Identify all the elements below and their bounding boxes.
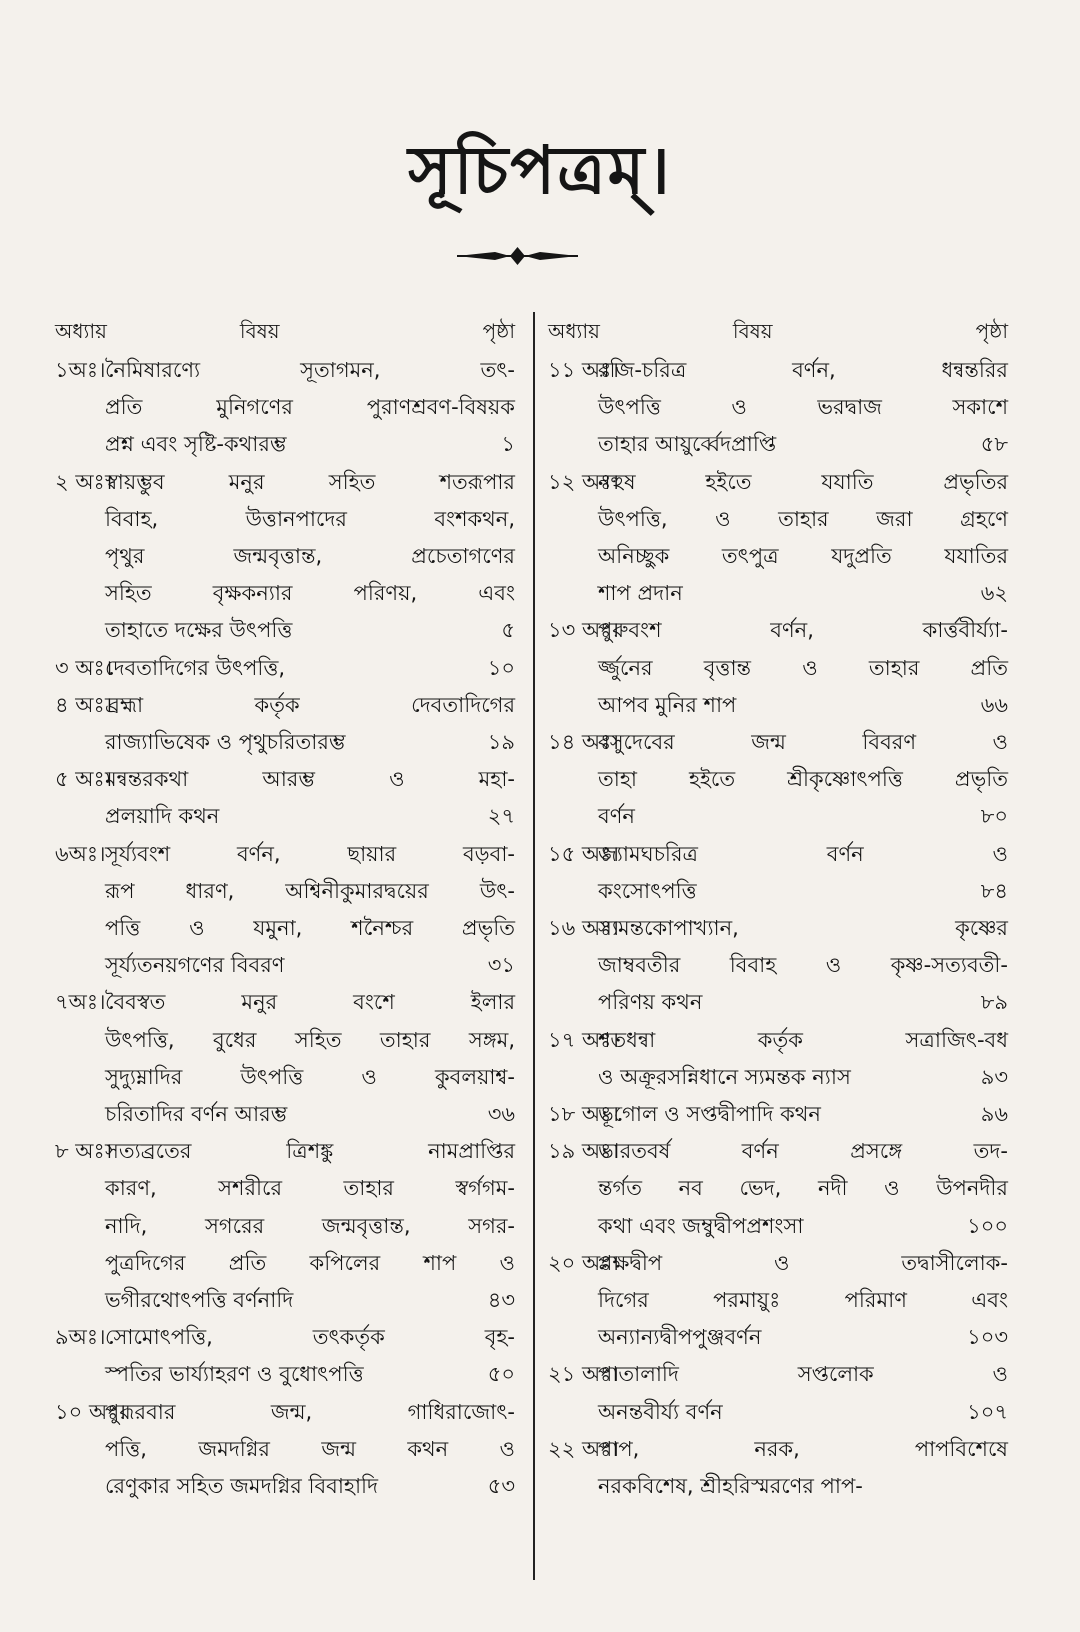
entry-description: ন্তর্গত নব ভেদ, নদী ও উপনদীর xyxy=(598,1176,1008,1201)
entry-description: সত্যব্রতের ত্রিশঙ্কু নামপ্রাপ্তির xyxy=(105,1139,515,1164)
entry-description: সোমোৎপত্তি, তৎকর্তৃক বৃহ- xyxy=(105,1325,515,1350)
contents-column-right xyxy=(548,314,1008,1505)
toc-entry xyxy=(548,836,1008,910)
entry-description: পুরূরবার জন্ম, গাধিরাজোৎ- xyxy=(105,1399,515,1424)
entry-list-right xyxy=(548,352,1008,1505)
toc-entry xyxy=(55,836,515,985)
page-number: ৮০ xyxy=(980,804,1008,829)
entry-description: অনিচ্ছুক তৎপুত্র যদুপ্রতি যযাতির xyxy=(598,544,1008,569)
chapter-number: ১৮ অঃ। xyxy=(548,1102,619,1127)
page-number: ৫ xyxy=(501,618,515,643)
page-number: ৬২ xyxy=(980,581,1008,606)
entry-description: প্রশ্ন এবং সৃষ্টি-কথারম্ভ xyxy=(105,432,287,457)
chapter-number: ২১ অঃ। xyxy=(548,1362,619,1387)
chapter-number: ১২ অঃ। xyxy=(548,469,619,494)
chapter-number: ১৪ অঃ। xyxy=(548,730,619,755)
chapter-number: ২২ অঃ। xyxy=(548,1436,619,1461)
entry-description: তাহার আয়ুর্ব্বেদপ্রাপ্তি xyxy=(598,432,777,457)
toc-entry xyxy=(548,352,1008,464)
entry-description: ভূগোল ও সপ্তদ্বীপাদি কথন xyxy=(598,1102,821,1127)
entry-description: পাপ, নরক, পাপবিশেষে xyxy=(598,1436,1008,1461)
toc-entry xyxy=(548,910,1008,1022)
page-title: সূচিপত্রম্। xyxy=(408,132,672,209)
entry-description: নহুষ হইতে যযাতি প্রভৃতির xyxy=(598,469,1008,494)
entry-description: রেণুকার সহিত জমদগ্নির বিবাহাদি xyxy=(105,1474,379,1499)
chapter-number: ১অঃ। xyxy=(55,358,106,382)
entry-description: কারণ, সশরীরে তাহার স্বর্গগম- xyxy=(105,1176,515,1201)
chapter-number: ১৭ অঃ। xyxy=(548,1027,619,1052)
entry-description: সূর্য্যতনয়গণের বিবরণ xyxy=(105,953,285,978)
entry-description: জ্যামঘচরিত্র বর্ণন ও xyxy=(598,841,1008,866)
entry-description: দিগের পরমায়ুঃ পরিমাণ এবং xyxy=(598,1288,1008,1313)
entry-description: স্যমন্তকোপাখ্যান, কৃষ্ণের xyxy=(598,916,1008,941)
page-number: ১০০ xyxy=(967,1213,1008,1238)
entry-description: পত্তি ও যমুনা, শনৈশ্চর প্রভৃতি xyxy=(105,916,515,941)
entry-description: মন্বন্তরকথা আরম্ভ ও মহা- xyxy=(105,767,515,792)
entry-description: কথা এবং জম্বুদ্বীপপ্রশংসা xyxy=(598,1213,804,1238)
chapter-number: ৮ অঃ। xyxy=(55,1139,113,1164)
entry-description: উৎপত্তি ও ভরদ্বাজ সকাশে xyxy=(598,395,1008,420)
entry-description: সূর্য্যবংশ বর্ণন, ছায়ার বড়বা- xyxy=(105,841,515,866)
entry-description: প্রলয়াদি কথন xyxy=(105,804,220,829)
column-header-right xyxy=(548,314,1008,352)
toc-entry xyxy=(548,1096,1008,1133)
entry-description: বসুদেবের জন্ম বিবরণ ও xyxy=(598,730,1008,755)
page-number: ৫৩ xyxy=(487,1474,515,1499)
entry-description: পুত্রদিগের প্রতি কপিলের শাপ ও xyxy=(105,1250,515,1275)
header-subject: বিষয় xyxy=(239,318,280,343)
toc-entry xyxy=(55,1394,515,1506)
toc-entry xyxy=(548,1022,1008,1096)
page-number: ৬৬ xyxy=(980,692,1008,717)
toc-entry xyxy=(55,761,515,835)
chapter-number: ৪ অঃ। xyxy=(55,692,113,717)
toc-entry xyxy=(55,1319,515,1393)
entry-description: তাহা হইতে শ্রীকৃষ্ণোৎপত্তি প্রভৃতি xyxy=(598,767,1008,792)
chapter-number: ১১ অঃ। xyxy=(548,358,619,382)
entry-description: অন্যান্যদ্বীপপুঞ্জবর্ণন xyxy=(598,1325,762,1350)
entry-description: জাম্ববতীর বিবাহ ও কৃষ্ণ-সত্যবতী- xyxy=(598,953,1008,978)
page-number: ১০৭ xyxy=(967,1399,1008,1424)
entry-description: র্জ্জুনের বৃত্তান্ত ও তাহার প্রতি xyxy=(598,655,1008,680)
entry-description: বর্ণন xyxy=(598,804,635,829)
ornament-divider xyxy=(455,245,580,267)
entry-description: পৃথুর জন্মবৃত্তান্ত, প্রচেতাগণের xyxy=(105,544,515,569)
toc-entry xyxy=(55,464,515,650)
entry-description: শতধন্বা কর্তৃক সত্রাজিৎ-বধ xyxy=(598,1027,1008,1052)
entry-description: বিবাহ, উত্তানপাদের বংশকথন, xyxy=(105,506,515,531)
page-number: ৫৮ xyxy=(980,432,1008,457)
entry-description: নৈমিষারণ্যে সূতাগমন, তৎ- xyxy=(105,358,515,382)
toc-entry xyxy=(55,352,515,464)
entry-description: পরিণয় কথন xyxy=(598,990,703,1015)
entry-description: রাজ্যাভিষেক ও পৃথুচরিতারম্ভ xyxy=(105,730,346,755)
entry-description: প্লক্ষদ্বীপ ও তদ্বাসীলোক- xyxy=(598,1250,1008,1275)
entry-list-left xyxy=(55,352,515,1505)
header-chapter: অধ্যায় xyxy=(548,318,600,343)
page-number: ৪৩ xyxy=(487,1288,515,1313)
page-number: ৮৪ xyxy=(980,878,1008,903)
page-number: ১৯ xyxy=(487,730,515,755)
page-number: ৯৩ xyxy=(980,1064,1008,1089)
entry-description: প্রতি মুনিগণের পুরাণশ্রবণ-বিষয়ক xyxy=(105,395,515,420)
chapter-number: ১৬ অঃ। xyxy=(548,916,619,941)
entry-description: উৎপত্তি, ও তাহার জরা গ্রহণে xyxy=(598,506,1008,531)
toc-entry xyxy=(548,1431,1008,1505)
entry-description: উৎপত্তি, বুধের সহিত তাহার সঙ্গম, xyxy=(105,1027,515,1052)
header-subject: বিষয় xyxy=(732,318,773,343)
entry-description: ভারতবর্ষ বর্ণন প্রসঙ্গে তদ- xyxy=(598,1139,1008,1164)
page-number: ৮৯ xyxy=(980,990,1008,1015)
entry-description: ব্রহ্মা কর্তৃক দেবতাদিগের xyxy=(105,692,515,717)
entry-description: দেবতাদিগের উৎপত্তি, xyxy=(105,655,286,680)
contents-column-left xyxy=(55,314,515,1505)
entry-description: রজি-চরিত্র বর্ণন, ধন্বন্তরির xyxy=(598,358,1008,382)
chapter-number: ১৯ অঃ। xyxy=(548,1139,619,1164)
page-number: ১০ xyxy=(487,655,515,680)
page-number: ১০৩ xyxy=(967,1325,1008,1350)
chapter-number: ১৩ অঃ। xyxy=(548,618,619,643)
toc-entry xyxy=(548,1133,1008,1245)
entry-description: শাপ প্রদান xyxy=(598,581,683,606)
page-number: ১ xyxy=(501,432,515,457)
page-number: ৯৬ xyxy=(980,1102,1008,1127)
page-number: ৩৬ xyxy=(487,1102,515,1127)
toc-entry xyxy=(548,612,1008,724)
entry-description: তাহাতে দক্ষের উৎপত্তি xyxy=(105,618,293,643)
entry-description: ভগীরথোৎপত্তি বর্ণনাদি xyxy=(105,1288,294,1313)
entry-description: সহিত বৃক্ষকন্যার পরিণয়, এবং xyxy=(105,581,515,606)
chapter-number: ৫ অঃ। xyxy=(55,767,113,792)
toc-entry xyxy=(548,1245,1008,1357)
header-chapter: অধ্যায় xyxy=(55,318,107,343)
entry-description: অনন্তবীর্য্য বর্ণন xyxy=(598,1399,723,1424)
entry-description: স্বায়ম্ভুব মনুর সহিত শতরূপার xyxy=(105,469,515,494)
toc-entry xyxy=(55,984,515,1133)
page-number: ৩১ xyxy=(487,953,515,978)
toc-entry xyxy=(548,464,1008,613)
entry-description: আপব মুনির শাপ xyxy=(598,692,737,717)
chapter-number: ৭অঃ। xyxy=(55,990,106,1015)
entry-description: চরিতাদির বর্ণন আরম্ভ xyxy=(105,1102,288,1127)
column-divider xyxy=(533,312,535,1580)
entry-description: সুদ্যুম্নাদির উৎপত্তি ও কুবলয়াশ্ব- xyxy=(105,1064,515,1089)
entry-description: ও অক্রূরসন্নিধানে স্যমন্তক ন্যাস xyxy=(598,1064,851,1089)
entry-description: রূপ ধারণ, অশ্বিনীকুমারদ্বয়ের উৎ- xyxy=(105,878,515,903)
entry-description: বৈবস্বত মনুর বংশে ইলার xyxy=(105,990,515,1015)
chapter-number: ১০ অঃ। xyxy=(55,1399,126,1424)
entry-description: স্পতির ভার্য্যাহরণ ও বুধোৎপত্তি xyxy=(105,1362,364,1387)
chapter-number: ২ অঃ। xyxy=(55,469,113,494)
toc-entry xyxy=(548,1356,1008,1430)
chapter-number: ২০ অঃ। xyxy=(548,1250,619,1275)
toc-entry xyxy=(548,724,1008,836)
entry-description: পুরুবংশ বর্ণন, কার্ত্তবীর্য্যা- xyxy=(598,618,1008,643)
entry-description: পাতালাদি সপ্তলোক ও xyxy=(598,1362,1008,1387)
chapter-number: ৩ অঃ। xyxy=(55,655,113,680)
entry-description: পত্তি, জমদগ্নির জন্ম কথন ও xyxy=(105,1436,515,1461)
toc-entry xyxy=(55,687,515,761)
page-number: ৫০ xyxy=(487,1362,515,1387)
entry-description: নরকবিশেষ, শ্রীহরিস্মরণের পাপ- xyxy=(598,1474,863,1499)
header-page: পৃষ্ঠা xyxy=(482,318,515,343)
toc-entry xyxy=(55,650,515,687)
header-page: পৃষ্ঠা xyxy=(975,318,1008,343)
chapter-number: ৯অঃ। xyxy=(55,1325,106,1350)
column-header-left xyxy=(55,314,515,352)
toc-entry xyxy=(55,1133,515,1319)
chapter-number: ১৫ অঃ। xyxy=(548,841,619,866)
entry-description: কংসোৎপত্তি xyxy=(598,878,697,903)
entry-description: নাদি, সগরের জন্মবৃত্তান্ত, সগর- xyxy=(105,1213,515,1238)
page-number: ২৭ xyxy=(487,804,515,829)
chapter-number: ৬অঃ। xyxy=(55,841,106,866)
